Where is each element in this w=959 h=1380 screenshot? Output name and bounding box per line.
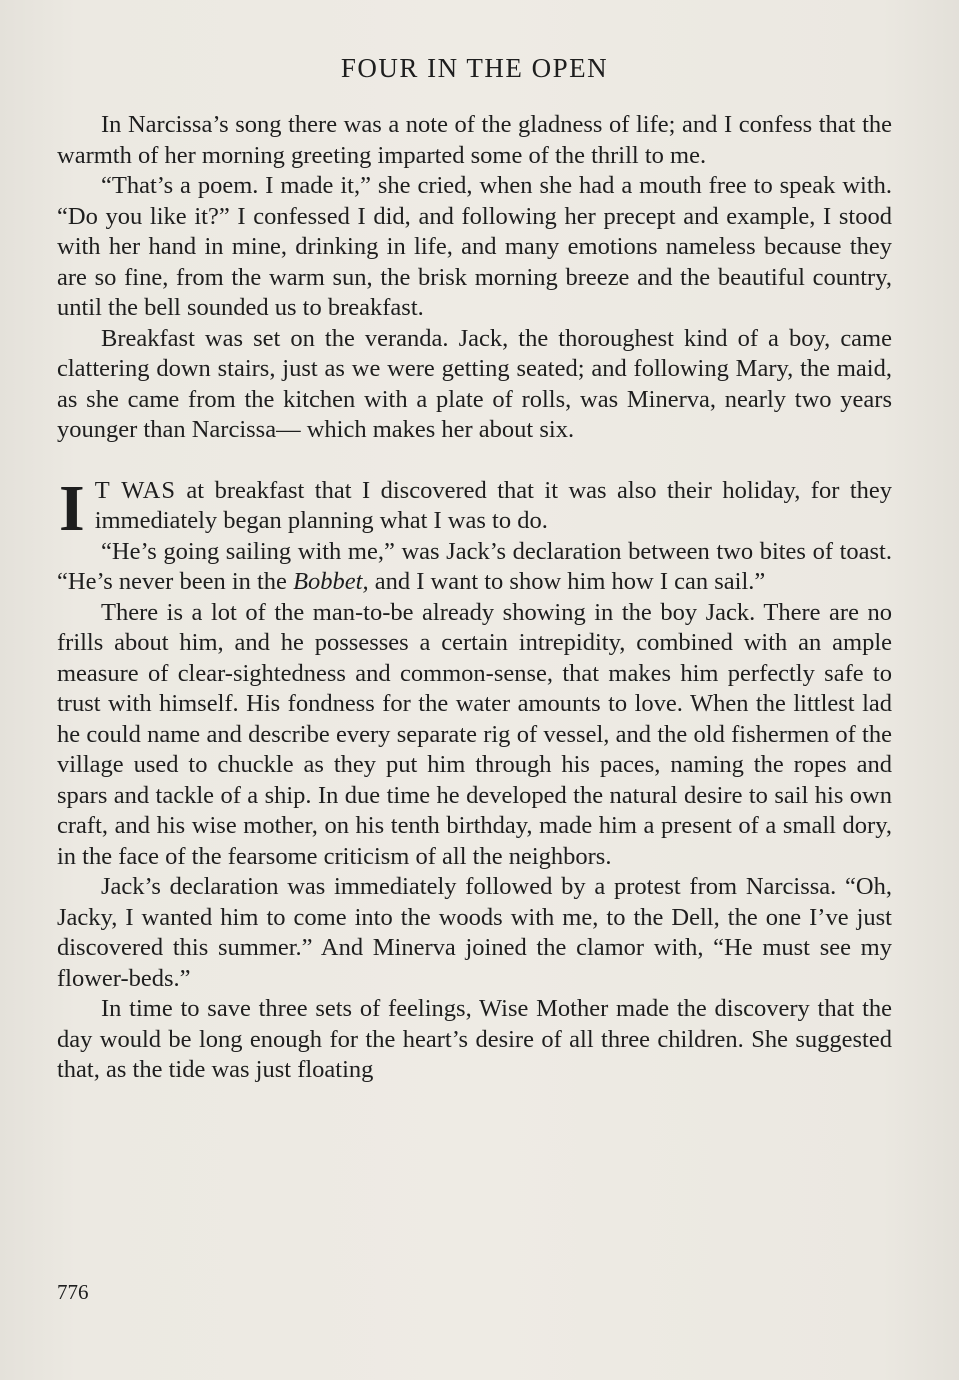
paragraph-wise-mother: In time to save three sets of feelings, Wise Mother made the discovery that the day would be long enough for the heart’s desire of all three children. She suggested that, as the tide was just floating [57, 995, 892, 1083]
page-number: 776 [57, 1280, 89, 1304]
lead-caps: T WAS [94, 476, 176, 504]
paragraph-protest: Jack’s declaration was immediately followed by a protest from Narcissa. “Oh, Jacky, I wanted him to come into the woods with me, to the Dell, the one I’ve just discovered this summer.” And Minerva joined the clamor with, “He must see my flower-beds.” [57, 873, 892, 992]
section-opening-paragraph [57, 471, 893, 545]
dialogue-before: “He’s going sailing with me,” was Jack’s declaration between two bites of toast. “He’s never been in the [57, 537, 892, 595]
dialogue-after: and I want to show him how I can sail.” [368, 568, 766, 595]
paragraph-2: “That’s a poem. I made it,” she cried, when she had a mouth free to speak with. “Do you like it?” I confessed I did, and following her precept and example, I stood with her hand in mine, drinking in life, and many emotions nameless because they are so fine, from the warm sun, the brisk morning breeze and the beautiful country, until the bell sounded us to breakfast. [57, 172, 892, 321]
paragraph-1: In Narcissa’s song there was a note of the gladness of life; and I confess that the warmth of her morning greeting imparted some of the thrill to me. [57, 111, 892, 169]
paragraph-3: Breakfast was set on the veranda. Jack, the thoroughest kind of a boy, came clattering down stairs, just as we were getting seated; and following Mary, the maid, as she came from the kitchen with a plate of rolls, was Minerva, nearly two years younger than Narcissa— which makes her about six. [57, 324, 892, 443]
boat-name: Bobbet, [293, 568, 369, 595]
body-text [57, 110, 892, 1086]
paragraph-jack-description: There is a lot of the man-to-be already showing in the boy Jack. There are no frills about him, and he possesses a certain intrepidity, combined with an ample measure of clear-sightedness and common-sense, that makes him perfectly safe to trust with himself. His fondness for the water amounts to love. When the littlest lad he could name and describe every separate rig of vessel, and the old fishermen of the village used to chuckle as they put him through his paces, naming the ropes and spars and tackle of a ship. In due time he developed the natural desire to sail his own craft, and his wise mother, on his tenth birthday, made him a present of a small dory, in the face of the fearsome criticism of all the neighbors. [57, 598, 892, 870]
opening-rest: at breakfast that I discovered that it was also their holiday, for they immediately began planning what I was to do. [94, 476, 893, 534]
running-title: FOUR IN THE OPEN [340, 53, 609, 83]
drop-cap: I [59, 471, 85, 545]
dialogue-paragraph [57, 537, 892, 598]
